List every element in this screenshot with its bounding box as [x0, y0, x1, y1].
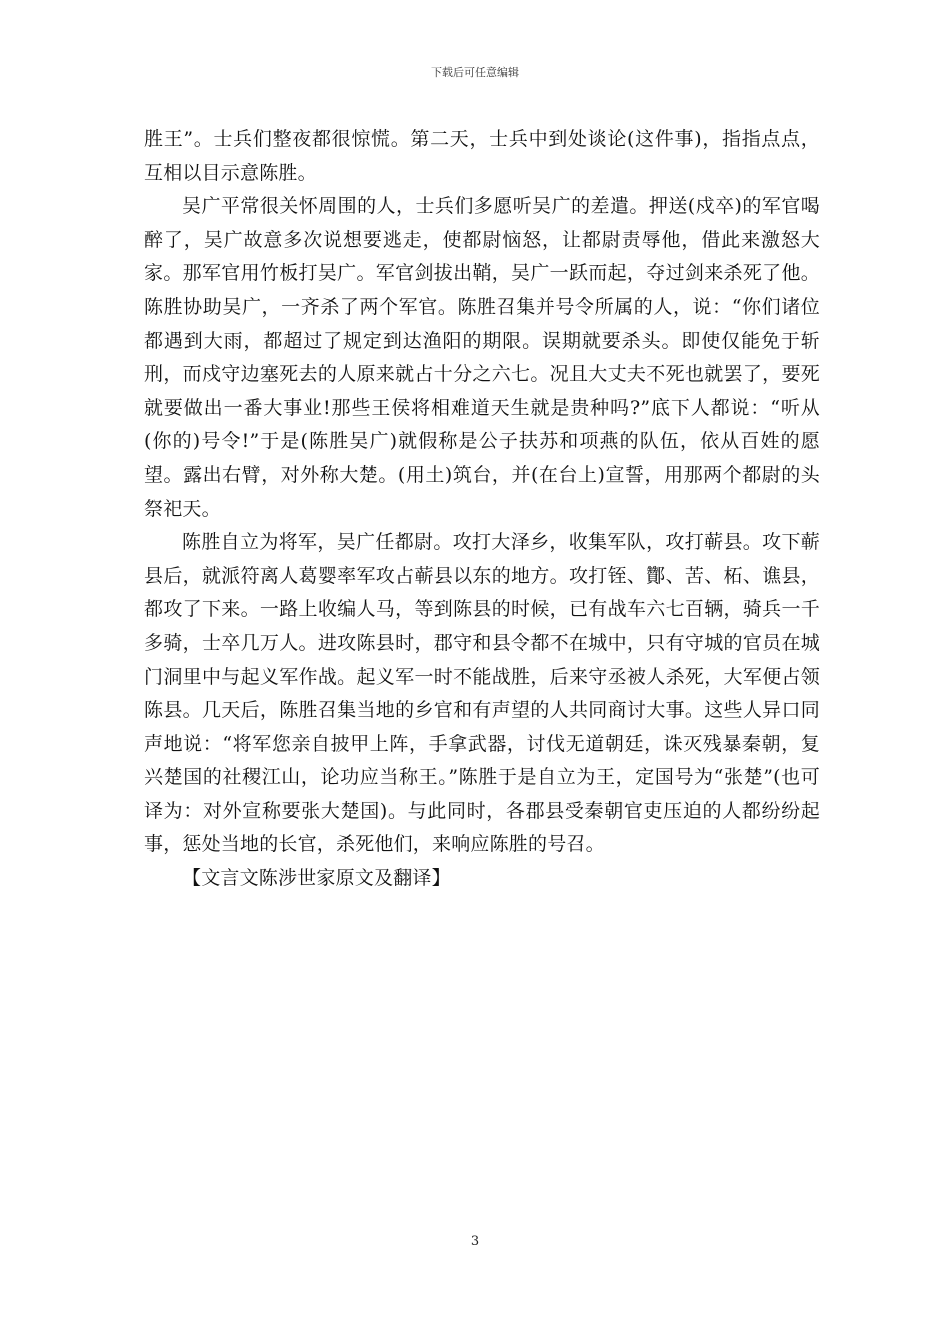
- section-title-bracketed: 【文言文陈涉世家原文及翻译】: [182, 867, 451, 890]
- paragraph-continuation: 胜王”。士兵们整夜都很惊慌。第二天，士兵中到处谈论(这件事)，指指点点，互相以目示意陈胜。: [144, 128, 820, 184]
- page-number: 3: [470, 1234, 480, 1249]
- paragraph-wu-guang: 吴广平常很关怀周围的人，士兵们多愿听吴广的差遣。押送(戍卒)的军官喝醉了，吴广故意多次说想要逃走，使都尉恼怒，让都尉责辱他，借此来激怒大家。那军官用竹板打吴广。军官剑拔出鞘，吴广一跃而起，夺过剑来杀死了他。陈胜协助吴广，一齐杀了两个军官。陈胜召集并号令所属的人，说：“你们诸位都遇到大雨，都超过了规定到达渔阳的期限。误期就要杀头。即使仅能免于斩刑，而戍守边塞死去的人原来就占十分之六七。况且大丈夫不死也就罢了，要死就要做出一番大事业!那些王侯将相难道天生就是贵种吗?”底下人都说：“听从(你的)号令!”于是(陈胜吴广)就假称是公子扶苏和项燕的队伍，依从百姓的愿望。露出右臂，对外称大楚。(用土)筑台，并(在台上)宣誓，用那两个都尉的头祭祀天。: [144, 195, 820, 520]
- paragraph-chen-sheng: 陈胜自立为将军，吴广任都尉。攻打大泽乡，收集军队，攻打蕲县。攻下蕲县后，就派符离人葛婴率军攻占蕲县以东的地方。攻打铚、酇、苦、柘、谯县，都攻了下来。一路上收编人马，等到陈县的时候，已有战车六七百辆，骑兵一千多骑，士卒几万人。进攻陈县时，郡守和县令都不在城中，只有守城的官员在城门洞里中与起义军作战。起义军一时不能战胜，后来守丞被人杀死，大军便占领陈县。几天后，陈胜召集当地的乡官和有声望的人共同商讨大事。这些人异口同声地说：“将军您亲自披甲上阵，手拿武器，讨伐无道朝廷，诛灭残暴秦朝，复兴楚国的社稷江山，论功应当称王。”陈胜于是自立为王，定国号为“张楚”(也可译为：对外宣称要张大楚国)。与此同时，各郡县受秦朝官吏压迫的人都纷纷起事，惩处当地的长官，杀死他们，来响应陈胜的号召。: [144, 531, 820, 856]
- document-body: [144, 123, 820, 896]
- page-header: 下载后可任意编辑: [431, 66, 519, 79]
